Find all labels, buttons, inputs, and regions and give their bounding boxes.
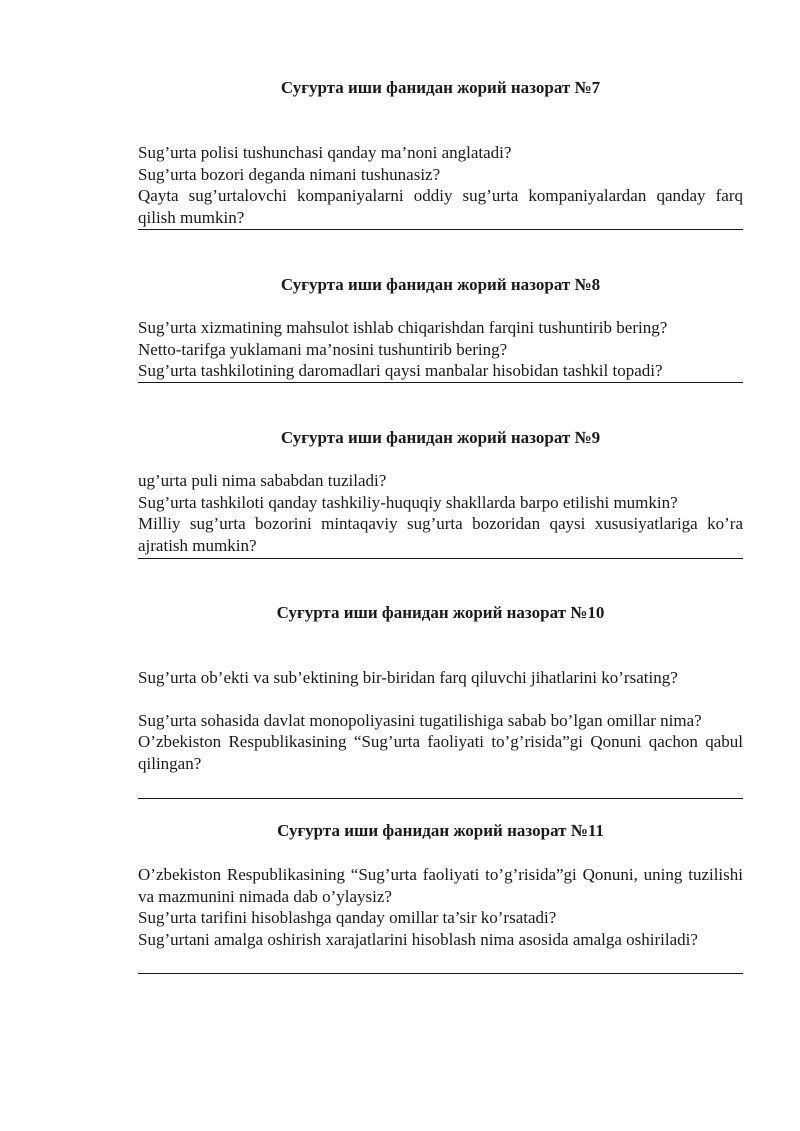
section-title: Суғурта иши фанидан жорий назорат №9 — [280, 428, 601, 447]
question-item: Sug’urta xizmatining mahsulot ishlab chiqarishdan farqini tushuntirib bering? — [138, 318, 668, 337]
question-list — [138, 667, 743, 774]
question-item: Netto-tarifga yuklamani ma’nosini tushuntirib bering? — [138, 339, 508, 359]
question-item: Sug’urta polisi tushunchasi qanday ma’noni anglatadi? — [138, 143, 512, 162]
question-item: O’zbekiston Respublikasining “Sug’urta faoliyati to’g’risida”gi Qonuni qachon qabul qilingan? — [138, 732, 743, 773]
question-item: Sug’urta tarifini hisoblashga qanday omillar ta’sir ko’rsatadi? — [138, 908, 557, 927]
section-title: Суғурта иши фанидан жорий назорат №10 — [276, 603, 605, 622]
question-item: Sug’urta tashkilotining daromadlari qaysi manbalar hisobidan tashkil topadi? — [138, 361, 663, 380]
question-item: Sug’urtani amalga oshirish xarajatlarini hisoblash nima asosida amalga oshiriladi? — [138, 929, 698, 949]
question-item: Sug’urta sohasida davlat monopoliyasini tugatilishiga sabab bo’lgan omillar nima? — [138, 710, 702, 730]
section-divider — [138, 229, 743, 230]
question-list — [138, 142, 743, 228]
question-list — [138, 317, 743, 382]
question-item: Qayta sug’urtalovchi kompaniyalarni oddiy sug’urta kompaniyalardan qanday farq qilish mumkin? — [138, 186, 743, 227]
section-title: Суғурта иши фанидан жорий назорат №11 — [277, 821, 604, 840]
question-item: Milliy sug’urta bozorini mintaqaviy sug’urta bozoridan qaysi xususiyatlariga ko’ra ajratish mumkin? — [138, 514, 743, 555]
question-item: Sug’urta tashkiloti qanday tashkiliy-huquqiy shakllarda barpo etilishi mumkin? — [138, 492, 678, 512]
section-title: Суғурта иши фанидан жорий назорат №8 — [280, 275, 601, 294]
section-divider — [138, 558, 743, 559]
question-item: O’zbekiston Respublikasining “Sug’urta faoliyati to’g’risida”gi Qonuni, uning tuzilishi va mazmunini nimada dab o’ylaysiz? — [138, 865, 743, 906]
section-title: Суғурта иши фанидан жорий назорат №7 — [280, 78, 601, 97]
section-divider — [138, 973, 743, 974]
question-item: Sug’urta ob’ekti va sub’ektining bir-biridan farq qiluvchi jihatlarini ko’rsating? — [138, 668, 678, 687]
question-list — [138, 864, 743, 950]
section-divider — [138, 382, 743, 383]
question-list — [138, 470, 743, 556]
question-item: Sug’urta bozori deganda nimani tushunasiz? — [138, 164, 441, 184]
section-divider — [138, 798, 743, 799]
question-item: ug’urta puli nima sababdan tuziladi? — [138, 471, 387, 490]
